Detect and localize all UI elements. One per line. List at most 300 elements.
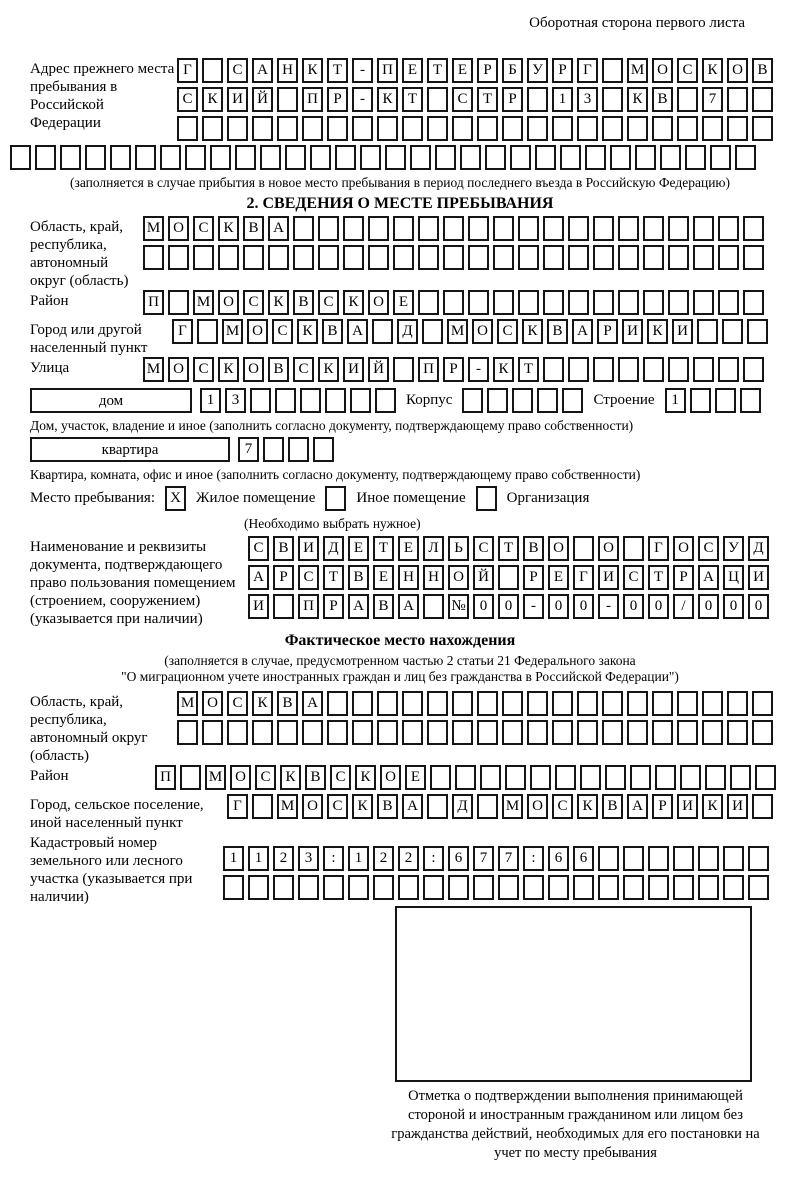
form-cell[interactable]: Р [673,565,694,590]
form-cell[interactable]: С [243,290,264,315]
form-cell[interactable]: И [748,565,769,590]
form-cell[interactable] [623,875,644,900]
form-cell[interactable] [698,846,719,871]
form-cell[interactable]: - [523,594,544,619]
form-cell[interactable]: : [323,846,344,871]
form-cell[interactable] [343,216,364,241]
form-cell[interactable]: № [448,594,469,619]
form-cell[interactable]: И [343,357,364,382]
form-cell[interactable] [302,720,323,745]
form-cell[interactable]: 0 [698,594,719,619]
form-cell[interactable]: Д [748,536,769,561]
form-cell[interactable] [752,794,773,819]
form-cell[interactable] [300,388,321,413]
form-cell[interactable]: П [377,58,398,83]
form-cell[interactable] [468,290,489,315]
form-cell[interactable] [85,145,106,170]
form-cell[interactable]: М [222,319,243,344]
form-cell[interactable]: 6 [448,846,469,871]
form-cell[interactable]: В [305,765,326,790]
form-cell[interactable] [568,357,589,382]
form-cell[interactable]: Й [368,357,389,382]
form-cell[interactable] [593,357,614,382]
form-cell[interactable] [752,87,773,112]
form-cell[interactable] [718,357,739,382]
form-cell[interactable]: : [423,846,444,871]
form-cell[interactable]: К [218,357,239,382]
form-cell[interactable]: Р [323,594,344,619]
form-cell[interactable]: Р [273,565,294,590]
form-cell[interactable]: К [577,794,598,819]
form-cell[interactable]: Т [477,87,498,112]
form-cell[interactable]: К [702,794,723,819]
form-cell[interactable]: К [318,357,339,382]
form-cell[interactable] [618,357,639,382]
form-cell[interactable]: 1 [348,846,369,871]
form-cell[interactable]: 0 [498,594,519,619]
form-cell[interactable]: К [268,290,289,315]
form-cell[interactable] [177,116,198,141]
form-cell[interactable] [402,691,423,716]
form-cell[interactable] [623,846,644,871]
form-cell[interactable]: К [252,691,273,716]
form-cell[interactable] [722,319,743,344]
form-cell[interactable] [293,245,314,270]
form-cell[interactable] [393,245,414,270]
form-cell[interactable]: Н [423,565,444,590]
form-cell[interactable] [373,875,394,900]
form-cell[interactable]: К [280,765,301,790]
form-cell[interactable]: И [677,794,698,819]
form-cell[interactable]: С [177,87,198,112]
form-cell[interactable]: У [527,58,548,83]
form-cell[interactable] [418,216,439,241]
form-cell[interactable] [723,875,744,900]
form-cell[interactable]: П [155,765,176,790]
form-cell[interactable] [727,116,748,141]
form-cell[interactable]: Д [323,536,344,561]
form-cell[interactable] [293,216,314,241]
form-cell[interactable] [643,357,664,382]
form-cell[interactable] [730,765,751,790]
form-cell[interactable] [543,216,564,241]
form-cell[interactable] [752,116,773,141]
form-cell[interactable]: Е [402,58,423,83]
form-cell[interactable] [443,290,464,315]
form-cell[interactable]: М [177,691,198,716]
form-cell[interactable]: С [255,765,276,790]
form-cell[interactable] [715,388,736,413]
form-cell[interactable] [685,145,706,170]
form-cell[interactable] [630,765,651,790]
form-cell[interactable] [430,765,451,790]
form-cell[interactable]: 6 [573,846,594,871]
form-cell[interactable] [543,245,564,270]
form-cell[interactable] [635,145,656,170]
form-cell[interactable] [643,245,664,270]
form-cell[interactable] [375,388,396,413]
form-cell[interactable] [690,388,711,413]
form-cell[interactable]: О [652,58,673,83]
form-cell[interactable] [423,875,444,900]
form-cell[interactable] [655,765,676,790]
form-cell[interactable] [743,216,764,241]
form-cell[interactable] [673,875,694,900]
form-cell[interactable]: 0 [748,594,769,619]
form-cell[interactable] [648,875,669,900]
form-cell[interactable]: В [268,357,289,382]
form-cell[interactable] [227,116,248,141]
form-cell[interactable] [602,691,623,716]
form-cell[interactable] [668,290,689,315]
form-cell[interactable] [10,145,31,170]
form-cell[interactable]: 0 [573,594,594,619]
form-cell[interactable]: К [627,87,648,112]
form-cell[interactable]: 3 [225,388,246,413]
form-cell[interactable] [452,691,473,716]
form-cell[interactable] [610,145,631,170]
form-cell[interactable]: Е [405,765,426,790]
form-cell[interactable] [452,720,473,745]
form-cell[interactable]: 7 [473,846,494,871]
form-cell[interactable]: К [297,319,318,344]
form-cell[interactable] [377,720,398,745]
form-cell[interactable] [185,145,206,170]
form-cell[interactable] [423,594,444,619]
form-cell[interactable]: 3 [298,846,319,871]
form-cell[interactable]: В [547,319,568,344]
form-cell[interactable] [385,145,406,170]
form-cell[interactable] [748,846,769,871]
form-cell[interactable] [327,116,348,141]
form-cell[interactable]: Ц [723,565,744,590]
form-cell[interactable]: Р [552,58,573,83]
form-cell[interactable] [548,875,569,900]
form-cell[interactable]: А [402,794,423,819]
form-cell[interactable]: 7 [498,846,519,871]
form-cell[interactable]: К [218,216,239,241]
form-cell[interactable] [427,87,448,112]
form-cell[interactable] [348,875,369,900]
form-cell[interactable]: К [343,290,364,315]
form-cell[interactable]: О [230,765,251,790]
form-cell[interactable] [502,720,523,745]
form-cell[interactable] [435,145,456,170]
form-cell[interactable] [443,245,464,270]
form-cell[interactable] [493,290,514,315]
form-cell[interactable] [693,290,714,315]
form-cell[interactable]: С [552,794,573,819]
form-cell[interactable] [748,875,769,900]
form-cell[interactable] [560,145,581,170]
form-cell[interactable] [697,319,718,344]
form-cell[interactable]: П [143,290,164,315]
form-cell[interactable] [250,388,271,413]
form-cell[interactable]: С [193,216,214,241]
form-cell[interactable] [537,388,558,413]
form-cell[interactable] [313,437,334,462]
form-cell[interactable] [518,245,539,270]
form-cell[interactable]: К [377,87,398,112]
form-cell[interactable]: И [727,794,748,819]
form-cell[interactable] [727,691,748,716]
form-cell[interactable]: 1 [248,846,269,871]
form-cell[interactable] [598,846,619,871]
form-cell[interactable]: Г [577,58,598,83]
form-cell[interactable] [143,245,164,270]
form-cell[interactable] [668,357,689,382]
form-cell[interactable] [677,691,698,716]
form-cell[interactable] [593,245,614,270]
form-cell[interactable]: С [193,357,214,382]
form-cell[interactable] [527,691,548,716]
form-cell[interactable] [593,290,614,315]
form-cell[interactable] [627,116,648,141]
form-cell[interactable]: - [598,594,619,619]
form-cell[interactable]: К [522,319,543,344]
form-cell[interactable]: 2 [398,846,419,871]
form-cell[interactable] [468,245,489,270]
form-cell[interactable]: 0 [723,594,744,619]
form-cell[interactable] [427,691,448,716]
form-cell[interactable] [652,116,673,141]
form-cell[interactable]: В [293,290,314,315]
form-cell[interactable]: Г [573,565,594,590]
form-cell[interactable] [402,720,423,745]
form-cell[interactable] [193,245,214,270]
form-cell[interactable] [518,216,539,241]
form-cell[interactable] [422,319,443,344]
form-cell[interactable]: 2 [373,846,394,871]
form-cell[interactable] [477,691,498,716]
form-cell[interactable]: 0 [648,594,669,619]
form-cell[interactable]: Е [393,290,414,315]
form-cell[interactable]: А [302,691,323,716]
form-cell[interactable] [493,216,514,241]
form-cell[interactable]: А [252,58,273,83]
form-cell[interactable] [527,720,548,745]
form-cell[interactable] [368,216,389,241]
form-cell[interactable]: К [202,87,223,112]
form-cell[interactable]: 1 [200,388,221,413]
form-cell[interactable] [747,319,768,344]
form-cell[interactable] [598,875,619,900]
form-cell[interactable] [398,875,419,900]
form-cell[interactable]: О [673,536,694,561]
form-cell[interactable] [740,388,761,413]
form-cell[interactable]: И [248,594,269,619]
form-cell[interactable] [502,116,523,141]
form-cell[interactable]: 7 [702,87,723,112]
form-cell[interactable]: Е [398,536,419,561]
form-cell[interactable] [673,846,694,871]
form-cell[interactable] [552,116,573,141]
form-cell[interactable] [60,145,81,170]
form-cell[interactable] [752,691,773,716]
form-cell[interactable]: К [355,765,376,790]
form-cell[interactable] [627,720,648,745]
form-cell[interactable] [285,145,306,170]
form-cell[interactable] [502,691,523,716]
form-cell[interactable]: Г [172,319,193,344]
form-cell[interactable] [443,216,464,241]
form-cell[interactable]: В [523,536,544,561]
form-cell[interactable] [568,245,589,270]
form-cell[interactable] [410,145,431,170]
form-cell[interactable]: П [302,87,323,112]
form-cell[interactable] [723,846,744,871]
form-cell[interactable]: О [548,536,569,561]
form-cell[interactable] [543,357,564,382]
form-cell[interactable] [602,116,623,141]
form-cell[interactable]: К [647,319,668,344]
form-cell[interactable] [680,765,701,790]
form-cell[interactable]: Р [327,87,348,112]
form-cell[interactable]: О [247,319,268,344]
form-cell[interactable] [512,388,533,413]
form-cell[interactable] [263,437,284,462]
form-cell[interactable]: И [227,87,248,112]
form-cell[interactable] [252,794,273,819]
form-cell[interactable]: С [698,536,719,561]
form-cell[interactable] [718,245,739,270]
form-cell[interactable]: Г [648,536,669,561]
form-cell[interactable]: Т [648,565,669,590]
form-cell[interactable] [477,116,498,141]
form-cell[interactable] [180,765,201,790]
form-cell[interactable]: О [368,290,389,315]
form-cell[interactable]: О [168,357,189,382]
form-cell[interactable]: В [348,565,369,590]
form-cell[interactable]: Т [373,536,394,561]
form-cell[interactable] [462,388,483,413]
form-cell[interactable] [573,875,594,900]
form-cell[interactable]: Ь [448,536,469,561]
form-cell[interactable]: А [627,794,648,819]
form-cell[interactable]: И [672,319,693,344]
form-cell[interactable] [327,720,348,745]
form-cell[interactable] [273,875,294,900]
form-cell[interactable] [202,720,223,745]
form-cell[interactable] [562,388,583,413]
form-cell[interactable] [325,388,346,413]
form-cell[interactable] [643,216,664,241]
form-cell[interactable]: В [602,794,623,819]
form-cell[interactable] [202,58,223,83]
form-cell[interactable] [648,846,669,871]
form-cell[interactable]: Р [502,87,523,112]
form-cell[interactable] [543,290,564,315]
form-cell[interactable]: В [377,794,398,819]
form-cell[interactable] [752,720,773,745]
form-cell[interactable]: С [473,536,494,561]
form-cell[interactable] [177,720,198,745]
form-cell[interactable] [310,145,331,170]
form-cell[interactable]: О [448,565,469,590]
form-cell[interactable]: С [272,319,293,344]
form-cell[interactable]: Т [323,565,344,590]
form-cell[interactable]: А [248,565,269,590]
form-cell[interactable]: К [493,357,514,382]
form-cell[interactable] [427,116,448,141]
form-cell[interactable] [705,765,726,790]
form-cell[interactable]: О [243,357,264,382]
form-cell[interactable]: С [248,536,269,561]
form-cell[interactable] [618,290,639,315]
form-cell[interactable] [677,87,698,112]
form-cell[interactable]: - [352,87,373,112]
form-cell[interactable]: С [293,357,314,382]
form-cell[interactable]: М [143,357,164,382]
form-cell[interactable] [477,794,498,819]
form-cell[interactable] [643,290,664,315]
form-cell[interactable]: С [677,58,698,83]
form-cell[interactable]: О [380,765,401,790]
form-cell[interactable]: А [398,594,419,619]
form-cell[interactable]: Й [252,87,273,112]
form-cell[interactable] [227,720,248,745]
form-cell[interactable] [468,216,489,241]
form-cell[interactable]: И [298,536,319,561]
form-cell[interactable]: Г [177,58,198,83]
form-cell[interactable]: М [277,794,298,819]
form-cell[interactable] [480,765,501,790]
form-cell[interactable] [735,145,756,170]
form-cell[interactable]: В [322,319,343,344]
form-cell[interactable] [277,720,298,745]
form-cell[interactable]: 6 [548,846,569,871]
form-cell[interactable]: Е [373,565,394,590]
form-cell[interactable] [593,216,614,241]
form-cell[interactable] [168,245,189,270]
stay-type-checkbox-organization[interactable] [476,486,497,511]
form-cell[interactable] [527,116,548,141]
form-cell[interactable]: О [218,290,239,315]
form-cell[interactable] [160,145,181,170]
form-cell[interactable]: У [723,536,744,561]
stay-type-checkbox-residential[interactable]: X [165,486,186,511]
form-cell[interactable]: А [348,594,369,619]
form-cell[interactable]: В [243,216,264,241]
form-cell[interactable] [577,720,598,745]
form-cell[interactable] [710,145,731,170]
form-cell[interactable] [693,357,714,382]
form-cell[interactable]: Л [423,536,444,561]
form-cell[interactable] [210,145,231,170]
form-cell[interactable] [652,720,673,745]
form-cell[interactable] [577,116,598,141]
form-cell[interactable] [487,388,508,413]
form-cell[interactable] [755,765,776,790]
form-cell[interactable] [627,691,648,716]
form-cell[interactable]: К [352,794,373,819]
form-cell[interactable] [427,720,448,745]
form-cell[interactable]: В [373,594,394,619]
form-cell[interactable] [372,319,393,344]
form-cell[interactable] [498,875,519,900]
form-cell[interactable] [718,290,739,315]
form-cell[interactable] [350,388,371,413]
form-cell[interactable] [702,720,723,745]
form-cell[interactable] [377,691,398,716]
form-cell[interactable] [418,245,439,270]
form-cell[interactable] [518,290,539,315]
form-cell[interactable]: П [298,594,319,619]
form-cell[interactable] [455,765,476,790]
form-cell[interactable] [418,290,439,315]
form-cell[interactable]: Р [597,319,618,344]
form-cell[interactable]: Р [523,565,544,590]
